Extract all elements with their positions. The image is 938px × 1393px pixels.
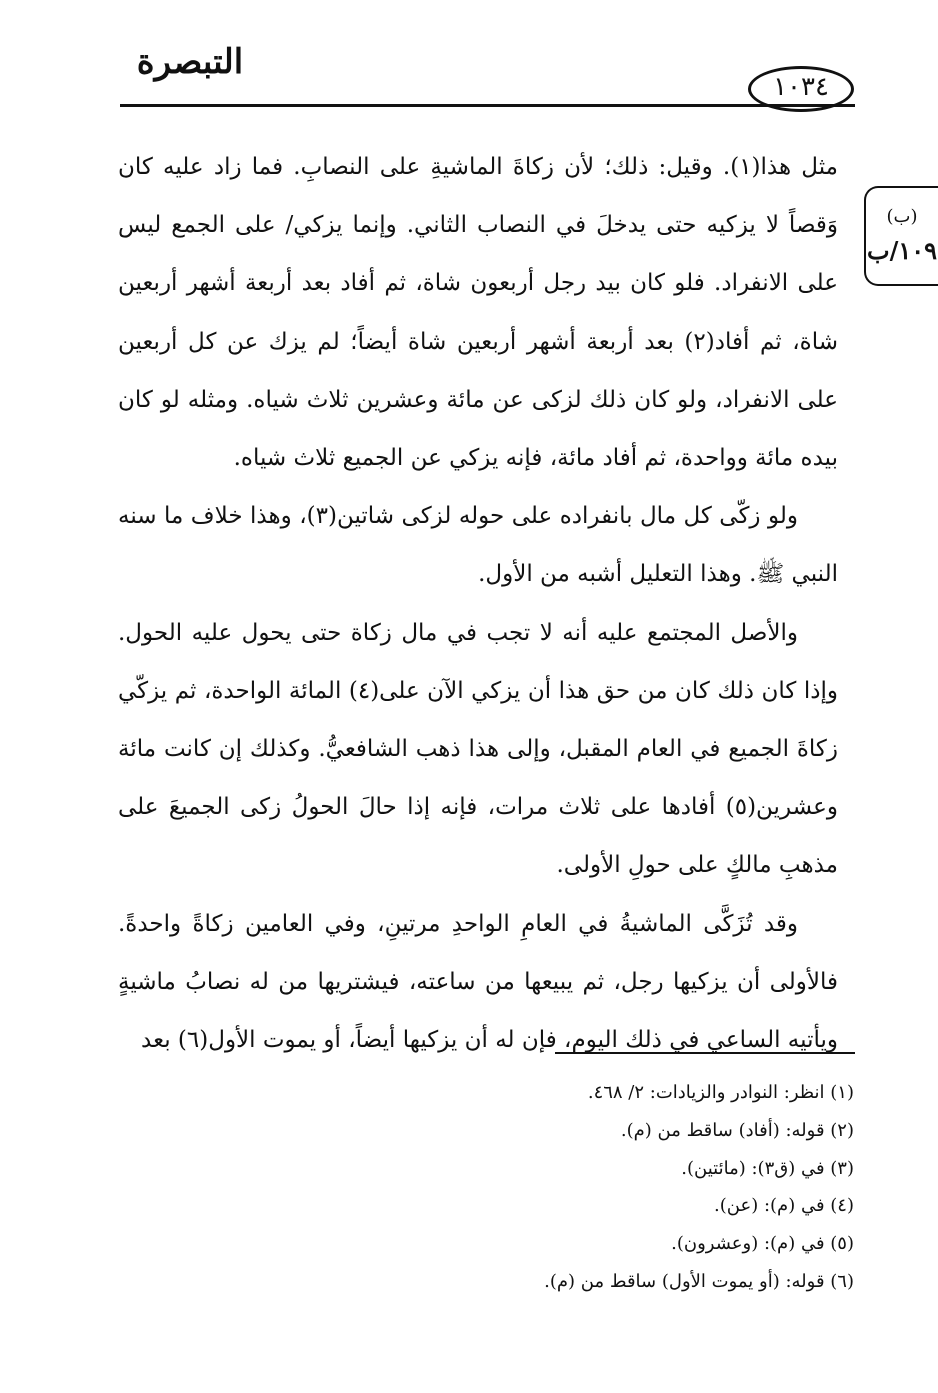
page-header <box>0 0 938 120</box>
header-rule <box>120 104 855 107</box>
paragraph: والأصل المجتمع عليه أنه لا تجب في مال زكاة حتى يحول عليه الحول. وإذا كان ذلك كان من حق هذا أن يزكي الآن على(٤) المائة الواحدة، ثم يزكّي زكاةَ الجميع في العام المقبل، وإلى هذا ذهب الشافعيُّ. وكذلك إن كانت مائة وعشرين(٥) أفادها على ثلاث مرات، فإنه إذا حالَ الحولُ زكى الجميعَ على مذهبِ مالكٍ على حولِ الأولى. <box>118 619 838 879</box>
footnotes <box>118 1074 854 1301</box>
page-number: ١٠٣٤ <box>773 72 829 102</box>
footnote: (٣) في (ق٣): (مائتين). <box>681 1157 854 1179</box>
paragraph: وقد تُزَكَّى الماشيةُ في العامِ الواحدِ مرتينِ، وفي العامين زكاةً واحدةً. فالأولى أن يزكيها رجل، ثم يبيعها من ساعته، فيشتريها من له نصابُ ماشيةٍ ويأتيه الساعي في ذلك اليوم، فإن له أن يزكيها أيضاً، أو يموت الأول(٦) بعد <box>118 910 838 1054</box>
footnote: (١) انظر: النوادر والزيادات: ٢/ ٤٦٨. <box>587 1082 854 1103</box>
footnote-rule <box>555 1052 855 1054</box>
footnote: (٢) قوله: (أفاد) ساقط من (م). <box>620 1119 854 1141</box>
footnote: (٦) قوله: (أو يموت الأول) ساقط من (م). <box>544 1270 854 1292</box>
main-text <box>118 138 838 1069</box>
margin-note-folio: ١٠٩/ب <box>866 236 938 265</box>
paragraph: مثل هذا(١). وقيل: ذلك؛ لأن زكاةَ الماشيةِ على النصابِ. فما زاد عليه كان وَقصاً لا يزكيه حتى يدخلَ في النصاب الثاني. وإنما يزكي/ على الجمع ليس على الانفراد. فلو كان بيد رجل أربعون شاة، ثم أفاد بعد أربعة أشهر أربعين شاة، ثم أفاد(٢) بعد أربعة أشهر أربعين شاة أيضاً؛ لم يزك عن كل أربعين على الانفراد، ولو كان ذلك لزكى عن مائة وعشرين ثلاث شياه. ومثله لو كان بيده مائة وواحدة، ثم أفاد مائة، فإنه يزكي عن الجميع ثلاث شياه. <box>118 154 838 472</box>
paragraph: ولو زكّى كل مال بانفراده على حوله لزكى شاتين(٣)، وهذا خلاف ما سنه النبي ﷺ. وهذا التعليل أشبه من الأول. <box>118 503 838 588</box>
footnote: (٤) في (م): (عن). <box>714 1195 854 1217</box>
margin-note-manuscript: (ب) <box>886 206 918 227</box>
footnote: (٥) في (م): (وعشرون). <box>671 1233 854 1255</box>
book-title: التبصرة <box>136 42 244 82</box>
